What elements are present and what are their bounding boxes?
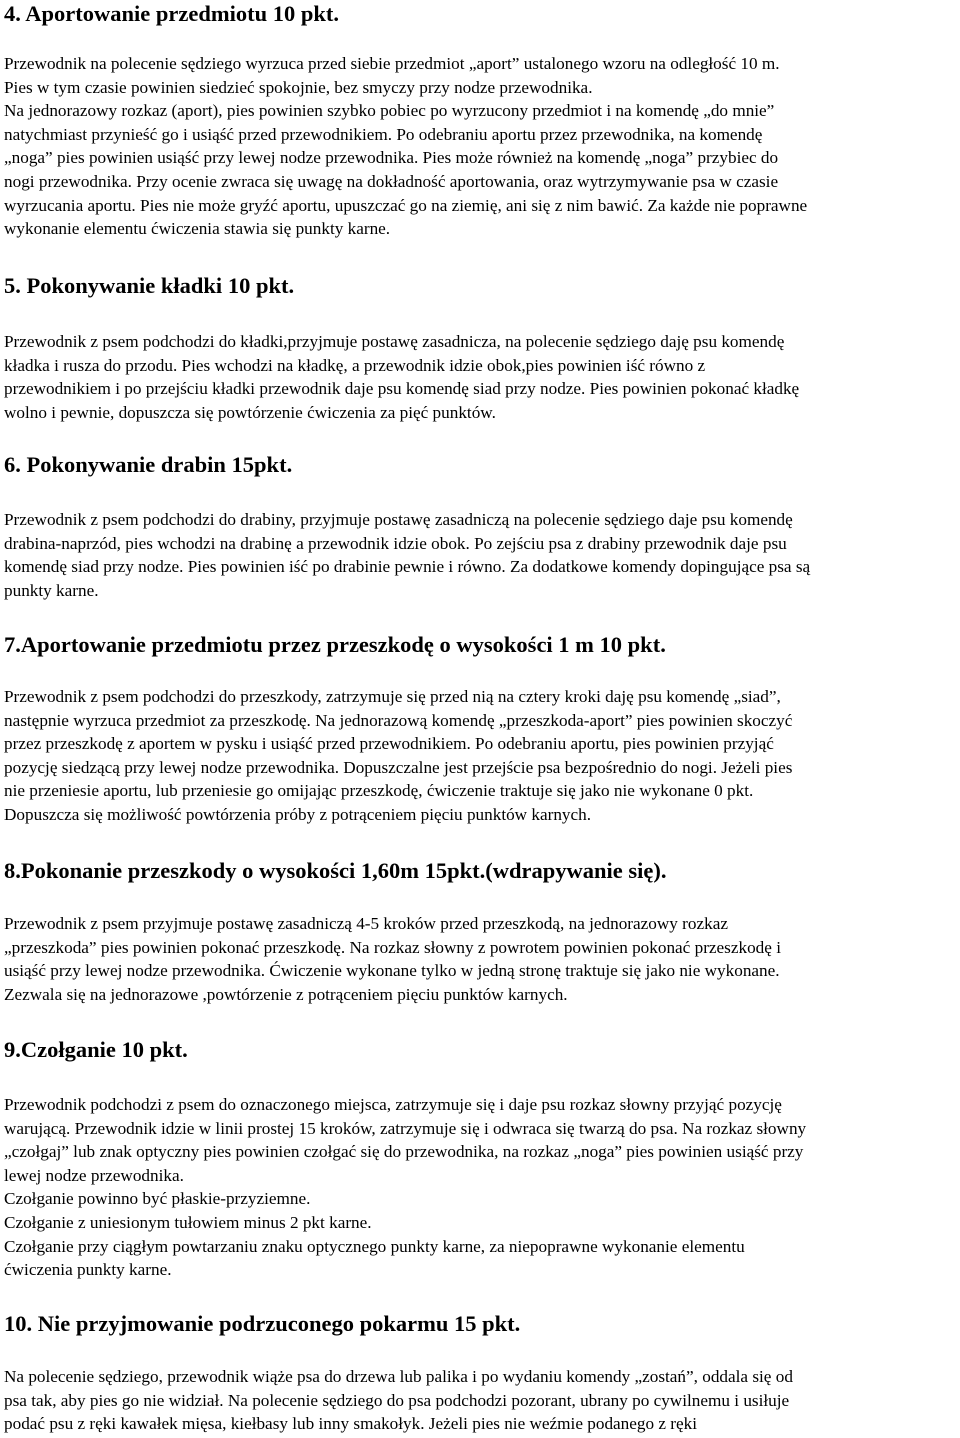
text-line: ćwiczenia punkty karne. [4,1260,172,1280]
text-line: psa tak, aby pies go nie widział. Na polecenie sędziego do psa podchodzi pozorant, ubrany po cywilnemu i usiłuje [4,1390,790,1410]
text-line: lewej nodze przewodnika. [4,1165,184,1185]
section-heading: 10. Nie przyjmowanie podrzuconego pokarmu 15 pkt. [4,1311,521,1336]
text-line: podać psu z ręki kawałek mięsa, kiełbasy lub inny smakołyk. Jeżeli pies nie weźmie podanego z ręki [4,1414,698,1434]
section-text [4,330,956,424]
text-line: wykonanie elementu ćwiczenia stawia się punkty karne. [4,219,391,239]
text-line: Czołganie przy ciągłym powtarzaniu znaku optycznego punkty karne, za niepoprawne wykonanie elementu [4,1236,745,1256]
text-line: Przewodnik na polecenie sędziego wyrzuca przed siebie przedmiot „aport” ustalonego wzoru na odległość 10 m. [4,54,780,73]
section-heading: 5. Pokonywanie kładki 10 pkt. [4,273,295,298]
text-line: wyrzucania aportu. Pies nie może gryźć aportu, upuszczać go na ziemię, ani się z nim bawić. Za każde nie poprawne [4,195,808,215]
text-line: kładka i rusza do przodu. Pies wchodzi na kładkę, a przewodnik idzie obok,pies powinien iść równo z [4,355,706,375]
text-line: Czołganie z uniesionym tułowiem minus 2 pkt karne. [4,1212,372,1232]
text-line: przez przeszkodę z aportem w pysku i usiąść przed przewodnikiem. Po odebraniu aportu, pies powinien przyjąć [4,734,774,754]
text-line: Na polecenie sędziego, przewodnik wiąże psa do drzewa lub palika i po wydaniu komendy „zostań”, oddala się od [4,1367,793,1386]
text-line: nogi przewodnika. Przy ocenie zwraca się uwagę na dokładność aportowania, oraz wytrzymywanie psa w czasie [4,171,779,191]
text-line: natychmiast przynieść go i usiąść przed przewodnikiem. Po odebraniu aportu przez przewodnika, na komendę [4,124,763,144]
text-line: punkty karne. [4,580,99,600]
text-line: Zezwala się na jednorazowe ,powtórzenie z potrąceniem pięciu punktów karnych. [4,984,568,1004]
text-line: Przewodnik z psem podchodzi do przeszkody, zatrzymuje się przed nią na cztery kroki daję psu komendę „siad”, [4,687,781,706]
section-heading: 8.Pokonanie przeszkody o wysokości 1,60m 15pkt.(wdrapywanie się). [4,858,667,883]
text-line: Przewodnik z psem podchodzi do drabiny, przyjmuje postawę zasadniczą na polecenie sędziego daje psu komendę [4,510,793,529]
text-line: drabina-naprzód, pies wchodzi na drabinę a przewodnik idzie obok. Po zejściu psa z drabiny przewodnik daje psu [4,533,787,553]
section-heading: 4. Aportowanie przedmiotu 10 pkt. [4,1,340,26]
text-line: Dopuszcza się możliwość powtórzenia próby z potrąceniem pięciu punktów karnych. [4,804,592,824]
text-line: usiąść przy lewej nodze przewodnika. Ćwiczenie wykonane tylko w jedną stronę traktuje się jako nie wykonane. [4,961,780,981]
text-line: Przewodnik z psem podchodzi do kładki,przyjmuje postawę zasadnicza, na polecenie sędziego daję psu komendę [4,332,785,351]
text-line: Pies w tym czasie powinien siedzieć spokojnie, bez smyczy przy nodze przewodnika. [4,77,593,97]
text-line: przewodnikiem i po przejściu kładki przewodnik daje psu komendę siad przy nodze. Pies powinien pokonać kładkę [4,379,800,399]
text-line: komendę siad przy nodze. Pies powinien iść po drabinie pewnie i równo. Za dodatkowe komendy dopingujące psa są [4,557,811,577]
text-line: warującą. Przewodnik idzie w linii prostej 15 kroków, zatrzymuje się i odwraca się twarzą do psa. Na rozkaz słowny [4,1118,807,1138]
text-line: Przewodnik z psem przyjmuje postawę zasadniczą 4-5 kroków przed przeszkodą, na jednorazowy rozkaz [4,914,728,933]
section-text [4,1093,956,1282]
section-text [4,52,956,241]
text-line: „czołgaj” lub znak optyczny pies powinien czołgać się do przewodnika, na rozkaz „noga” pies powinien usiąść przy [4,1142,804,1162]
section-text [4,1365,956,1436]
section-heading: 6. Pokonywanie drabin 15pkt. [4,452,293,477]
text-line: następnie wyrzuca przedmiot za przeszkodę. Na jednorazową komendę „przeszkoda-aport” pies powinien skoczyć [4,710,793,730]
text-line: wolno i pewnie, dopuszcza się powtórzenie ćwiczenia za pięć punktów. [4,402,496,422]
section-text [4,912,956,1006]
section-heading: 7.Aportowanie przedmiotu przez przeszkodę o wysokości 1 m 10 pkt. [4,632,666,657]
text-line: pozycję siedzącą przy lewej nodze przewodnika. Dopuszczalne jest przejście psa bezpośrednio do nogi. Jeżeli pies [4,757,793,777]
text-line: nie przeniesie aportu, lub przeniesie go omijając przeszkodę, ćwiczenie traktuje się jako nie wykonane 0 pkt. [4,781,754,801]
section-heading: 9.Czołganie 10 pkt. [4,1037,188,1062]
text-line: Na jednorazowy rozkaz (aport), pies powinien szybko pobiec po wyrzucony przedmiot i na komendę „do mnie” [4,101,775,121]
text-line: „noga” pies powinien usiąść przy lewej nodze przewodnika. Pies może również na komendę „noga” przybiec do [4,148,779,168]
text-line: Czołganie powinno być płaskie-przyziemne. [4,1189,311,1209]
text-line: „przeszkoda” pies powinien pokonać przeszkodę. Na rozkaz słowny z powrotem powinien pokonać przeszkodę i [4,937,781,957]
section-text [4,685,956,827]
section-text [4,508,956,602]
text-line: Przewodnik podchodzi z psem do oznaczonego miejsca, zatrzymuje się i daje psu rozkaz słowny przyjąć pozycję [4,1095,782,1114]
